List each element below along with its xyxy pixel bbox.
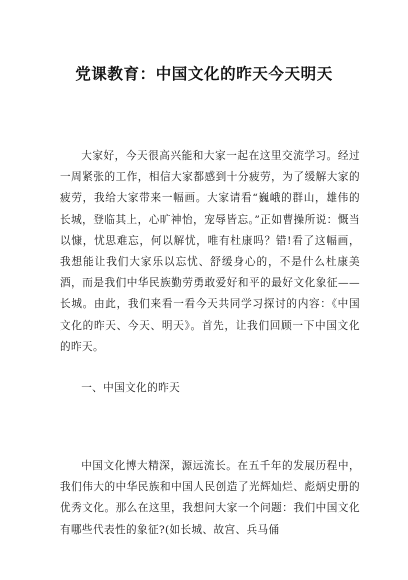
section-paragraph: 中国文化博大精深，源远流长。在五千年的发展历程中，我们伟大的中华民族和中国人民创造了光辉灿烂、彪炳史册的优秀文化。那么在这里，我想问大家一个问题：我们中国文化有哪些代表性的象征?(如长城、故宫、兵马俑 (60, 460, 360, 536)
intro-paragraph: 大家好，今天很高兴能和大家一起在这里交流学习。经过一周紧张的工作，相信大家都感到十分疲劳，为了缓解大家的疲劳，我给大家带来一幅画。大家请看“巍峨的群山，雄伟的长城，登临其上，心旷神怡，宠辱皆忘。”正如曹操所说：慨当以慷，忧思难忘，何以解忧，唯有杜康吗？错!看了这幅画，我想能让我们大家乐以忘忧、舒缓身心的，不是什么杜康美酒，而是我们中华民族勤劳勇敢爱好和平的最好文化象征——长城。由此，我们来看一看今天共同学习探讨的内容：《中国文化的昨天、今天、明天》。首先，让我们回顾一下中国文化的昨天。 (60, 150, 360, 353)
document-title: 党课教育：中国文化的昨天今天明天 (75, 64, 333, 83)
section-heading: 一、中国文化的昨天 (81, 382, 181, 394)
